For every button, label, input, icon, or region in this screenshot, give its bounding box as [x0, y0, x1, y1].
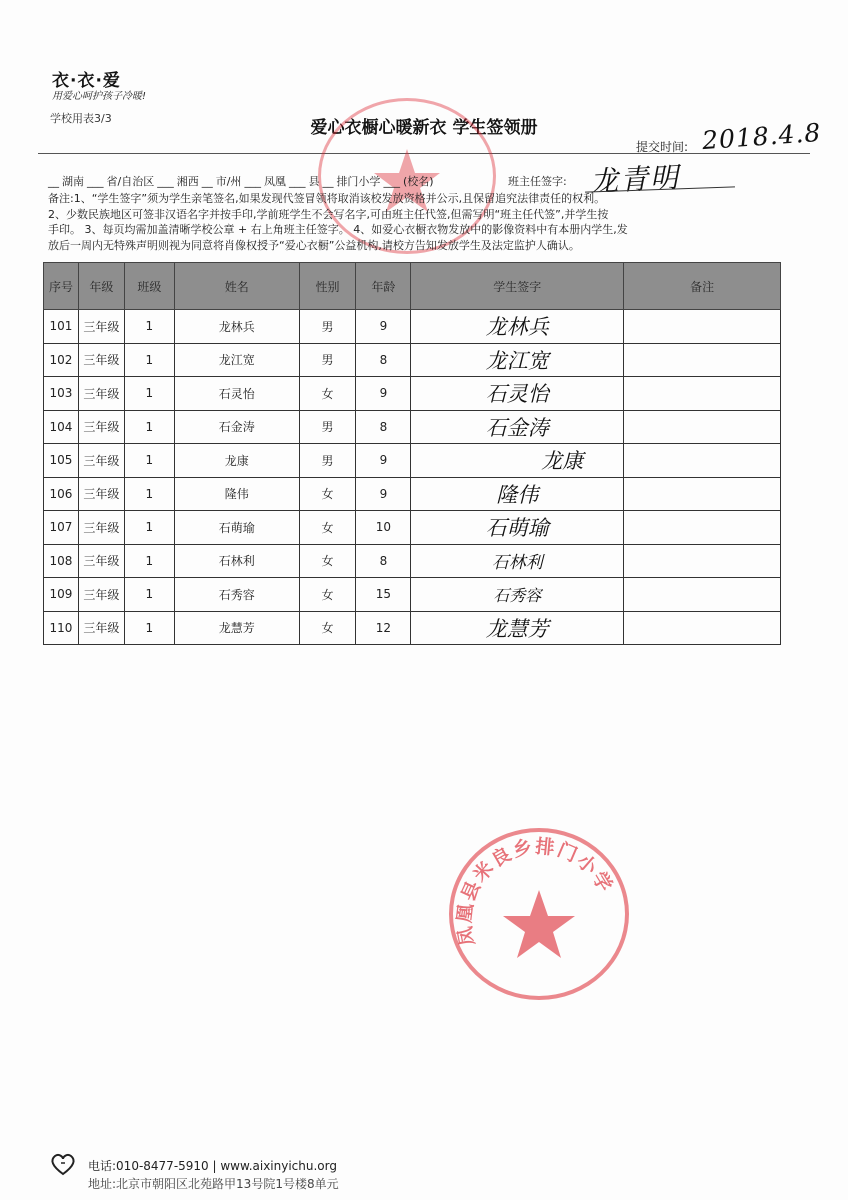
- heart-hanger-icon: [48, 1152, 78, 1180]
- county-suffix: 县: [308, 175, 320, 188]
- prefecture-suffix: 市/州: [215, 175, 242, 188]
- cell-signature: 石林利: [411, 544, 624, 578]
- cell-grade: 三年级: [78, 410, 124, 444]
- table-row: [44, 444, 781, 478]
- school-info-line: __ 湖南 ___ 省/自治区 ___ 湘西 __ 市/州 ___ 凤凰 ___ 县 __ 排门小学 ___ (校名): [48, 175, 434, 188]
- cell-gender: 男: [299, 310, 356, 344]
- table-row: [44, 578, 781, 612]
- header-no: 序号: [44, 263, 79, 310]
- cell-note: [624, 310, 781, 344]
- cell-note: [624, 578, 781, 612]
- header-note: 备注: [624, 263, 781, 310]
- cell-no: 101: [44, 310, 79, 344]
- cell-class: 1: [124, 310, 174, 344]
- note-line: 备注:1、“学生签字”须为学生亲笔签名,如果发现代签冒领将取消该校发放资格并公示,且保留追究法律责任的权利。: [48, 192, 606, 205]
- table-row: [44, 511, 781, 545]
- cell-name: 石秀容: [174, 578, 299, 612]
- cell-age: 8: [356, 544, 411, 578]
- cell-gender: 女: [299, 377, 356, 411]
- cell-signature: 石秀容: [411, 578, 624, 612]
- cell-name: 石萌瑜: [174, 511, 299, 545]
- footer-contact: 电话:010-8477-5910 | www.aixinyichu.org: [88, 1159, 337, 1173]
- cell-grade: 三年级: [78, 544, 124, 578]
- header-class: 班级: [124, 263, 174, 310]
- table-row: [44, 544, 781, 578]
- cell-no: 102: [44, 343, 79, 377]
- table-row: [44, 611, 781, 645]
- cell-note: [624, 611, 781, 645]
- cell-grade: 三年级: [78, 611, 124, 645]
- school-seal-bottom: [449, 828, 629, 1000]
- cell-note: [624, 544, 781, 578]
- cell-signature: 石灵怡: [411, 377, 624, 411]
- seal-star-icon: [503, 890, 575, 958]
- cell-signature: 龙慧芳: [411, 611, 624, 645]
- cell-signature: 龙林兵: [411, 310, 624, 344]
- cell-gender: 女: [299, 511, 356, 545]
- cell-name: 龙林兵: [174, 310, 299, 344]
- submit-time-label: 提交时间:: [636, 140, 689, 154]
- cell-signature: 石萌瑜: [411, 511, 624, 545]
- cell-note: [624, 477, 781, 511]
- cell-no: 104: [44, 410, 79, 444]
- cell-no: 107: [44, 511, 79, 545]
- cell-signature: 龙康: [411, 444, 624, 478]
- county-value: 凤凰: [263, 175, 286, 188]
- school-name-suffix: (校名): [402, 175, 434, 188]
- header-name: 姓名: [174, 263, 299, 310]
- cell-class: 1: [124, 511, 174, 545]
- cell-gender: 女: [299, 544, 356, 578]
- cell-class: 1: [124, 578, 174, 612]
- table-row: [44, 310, 781, 344]
- cell-note: [624, 377, 781, 411]
- cell-age: 8: [356, 343, 411, 377]
- cell-name: 龙慧芳: [174, 611, 299, 645]
- table-row: [44, 343, 781, 377]
- submit-time-handwritten: 2018.4.8: [701, 117, 823, 156]
- cell-age: 9: [356, 477, 411, 511]
- cell-no: 109: [44, 578, 79, 612]
- cell-signature: 石金涛: [411, 410, 624, 444]
- cell-age: 12: [356, 611, 411, 645]
- province-value: 湖南: [62, 175, 84, 188]
- page-title: 爱心衣橱心暖新衣 学生签领册: [310, 118, 538, 138]
- cell-grade: 三年级: [78, 511, 124, 545]
- cell-age: 8: [356, 410, 411, 444]
- prefecture-value: 湘西: [176, 175, 199, 188]
- cell-age: 9: [356, 444, 411, 478]
- student-sign-table: [43, 262, 781, 645]
- cell-signature: 隆伟: [411, 477, 624, 511]
- cell-class: 1: [124, 544, 174, 578]
- table-row: [44, 477, 781, 511]
- cell-grade: 三年级: [78, 578, 124, 612]
- note-line: 2、少数民族地区可签非汉语名字并按手印,学前班学生不会写名字,可由班主任代签,但需写明“班主任代签”,并学生按: [48, 207, 609, 221]
- cell-class: 1: [124, 343, 174, 377]
- brand-slogan: 用爱心呵护孩子冷暖!: [52, 91, 147, 102]
- cell-no: 110: [44, 611, 79, 645]
- cell-no: 106: [44, 477, 79, 511]
- header-grade: 年级: [78, 263, 124, 310]
- cell-gender: 女: [299, 611, 356, 645]
- cell-note: [624, 410, 781, 444]
- note-line: 手印。 3、每页均需加盖清晰学校公章 + 右上角班主任签字。 4、如爱心衣橱衣物发放中的影像资料中有本册内学生,发: [48, 223, 628, 236]
- cell-age: 15: [356, 578, 411, 612]
- cell-signature: 龙江宽: [411, 343, 624, 377]
- cell-name: 隆伟: [174, 477, 299, 511]
- cell-note: [624, 444, 781, 478]
- cell-name: 龙康: [174, 444, 299, 478]
- cell-no: 103: [44, 377, 79, 411]
- cell-note: [624, 511, 781, 545]
- cell-age: 9: [356, 377, 411, 411]
- cell-class: 1: [124, 444, 174, 478]
- cell-grade: 三年级: [78, 310, 124, 344]
- cell-gender: 男: [299, 444, 356, 478]
- cell-gender: 女: [299, 477, 356, 511]
- teacher-signature: 龙青明: [589, 160, 681, 199]
- note-line: 放后一周内无特殊声明则视为同意将肖像权授予“爱心衣橱”公益机构,请校方告知发放学生及法定监护人确认。: [48, 238, 580, 252]
- header-gender: 性别: [299, 263, 356, 310]
- header-signature: 学生签字: [411, 263, 624, 310]
- teacher-signature-label: 班主任签字:: [508, 175, 567, 188]
- cell-class: 1: [124, 611, 174, 645]
- cell-gender: 女: [299, 578, 356, 612]
- cell-gender: 男: [299, 410, 356, 444]
- cell-name: 石林利: [174, 544, 299, 578]
- cell-name: 石灵怡: [174, 377, 299, 411]
- brand-logo: 衣·衣·爱: [52, 71, 121, 91]
- seal-text: 凤凰县米良乡排门小学: [453, 835, 618, 948]
- cell-gender: 男: [299, 343, 356, 377]
- table-row: [44, 377, 781, 411]
- cell-no: 108: [44, 544, 79, 578]
- cell-name: 石金涛: [174, 410, 299, 444]
- cell-grade: 三年级: [78, 343, 124, 377]
- province-suffix: 省/自治区: [106, 175, 155, 188]
- cell-age: 9: [356, 310, 411, 344]
- cell-grade: 三年级: [78, 444, 124, 478]
- cell-grade: 三年级: [78, 377, 124, 411]
- footer-address: 地址:北京市朝阳区北苑路甲13号院1号楼8单元: [88, 1177, 339, 1191]
- header-age: 年龄: [356, 263, 411, 310]
- notes-block: [48, 191, 810, 253]
- table-header-row: [44, 263, 781, 310]
- cell-class: 1: [124, 377, 174, 411]
- cell-age: 10: [356, 511, 411, 545]
- cell-class: 1: [124, 477, 174, 511]
- cell-no: 105: [44, 444, 79, 478]
- seal-ring-text: [453, 832, 625, 996]
- table-row: [44, 410, 781, 444]
- cell-class: 1: [124, 410, 174, 444]
- form-code: 学校用表3/3: [50, 112, 112, 125]
- cell-name: 龙江宽: [174, 343, 299, 377]
- cell-note: [624, 343, 781, 377]
- cell-grade: 三年级: [78, 477, 124, 511]
- school-name-value: 排门小学: [336, 175, 381, 188]
